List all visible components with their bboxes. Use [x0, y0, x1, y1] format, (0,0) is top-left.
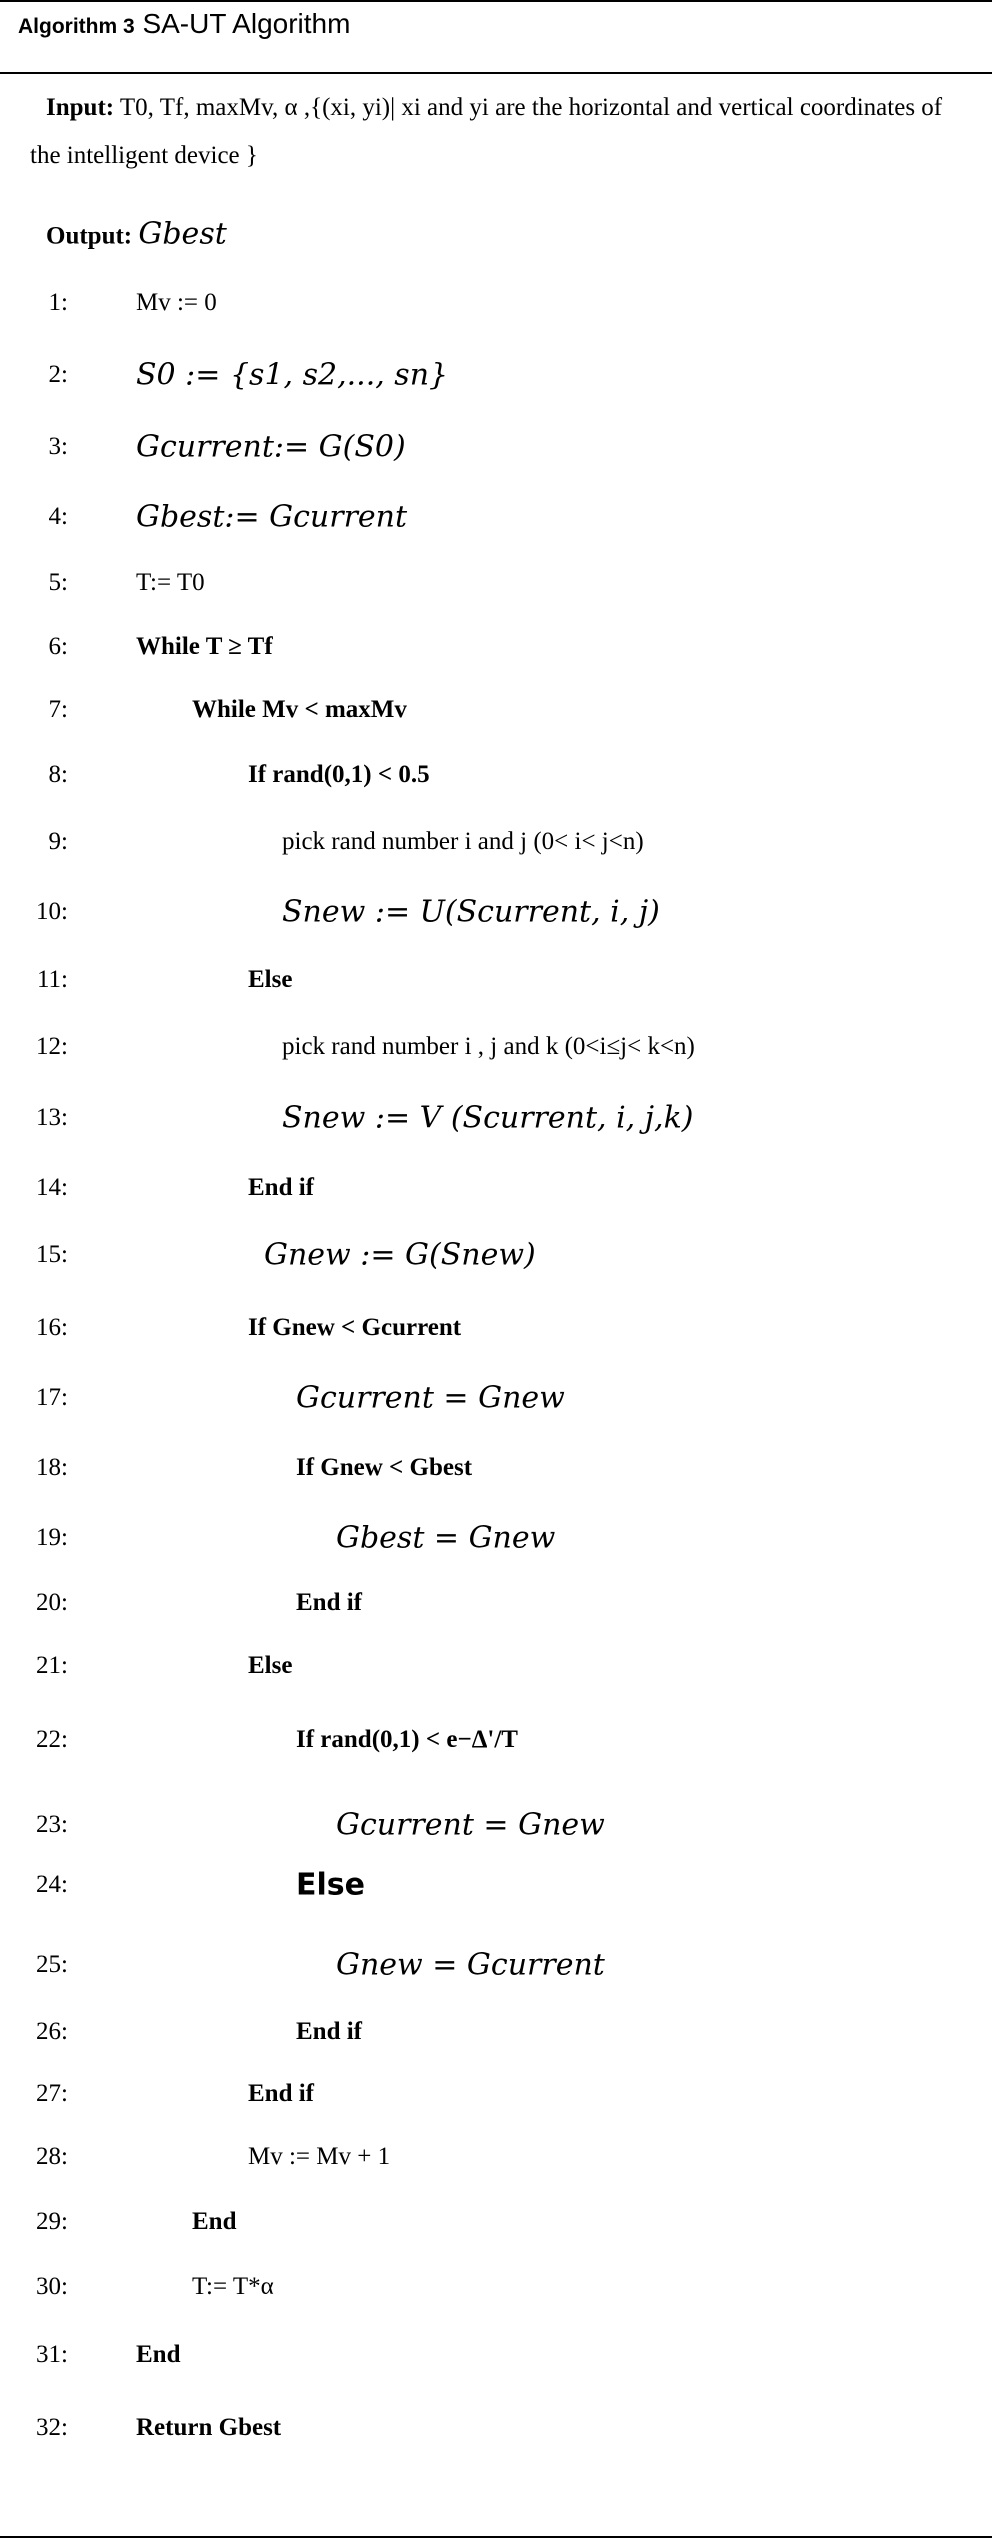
line-statement: pick rand number i and j (0< i< j<n): [282, 828, 644, 855]
algorithm-line: [0, 1438, 992, 1498]
line-statement: Mv := 0: [136, 289, 217, 316]
line-statement: If Gnew < Gbest: [296, 1454, 473, 1481]
algorithm-line: [0, 1017, 992, 1077]
line-statement: End if: [296, 1589, 363, 1616]
line-statement: Gcurrent = Gnew: [336, 1807, 605, 1843]
input-statement: [30, 84, 970, 180]
line-number: 28:: [36, 2143, 68, 2170]
line-number: 10:: [36, 898, 68, 925]
algorithm-line: [0, 1088, 992, 1148]
line-number: 19:: [36, 1524, 68, 1551]
algorithm-line: [0, 1298, 992, 1358]
output-value: Gbest: [138, 216, 227, 252]
line-number: 3:: [48, 433, 68, 460]
line-number: 14:: [36, 1174, 68, 1201]
line-number: 29:: [36, 2208, 68, 2235]
algorithm-line: [0, 2325, 992, 2385]
line-number: 6:: [48, 633, 68, 660]
line-number: 15:: [36, 1241, 68, 1268]
line-statement: Else: [296, 1867, 365, 1903]
algorithm-line: [0, 1935, 992, 1995]
line-statement: Gbest = Gnew: [336, 1520, 556, 1556]
algorithm-line: [0, 1508, 992, 1568]
algorithm-line: [0, 553, 992, 613]
line-number: 20:: [36, 1589, 68, 1616]
line-statement: While T ≥ Tf: [136, 633, 273, 660]
line-statement: If rand(0,1) < e−Δ'/T: [296, 1726, 518, 1753]
bottom-rule: [0, 2536, 992, 2538]
line-number: 22:: [36, 1726, 68, 1753]
input-keyword: Input:: [46, 94, 115, 121]
line-statement: End: [136, 2341, 181, 2368]
algorithm-line: [0, 617, 992, 677]
line-number: 21:: [36, 1652, 68, 1679]
line-statement: Gnew := G(Snew): [264, 1237, 536, 1273]
algorithm-line: [0, 1710, 992, 1770]
output-line: [0, 204, 992, 264]
algorithm-line: [0, 2192, 992, 2252]
line-statement: T:= T*α: [192, 2273, 274, 2300]
algorithm-line: [0, 273, 992, 333]
algorithm-line: [0, 1855, 992, 1915]
line-number: 16:: [36, 1314, 68, 1341]
algorithm-line: [0, 812, 992, 872]
line-number: 32:: [36, 2414, 68, 2441]
algorithm-line: [0, 1795, 992, 1855]
line-number: 26:: [36, 2018, 68, 2045]
line-number: 12:: [36, 1033, 68, 1060]
line-number: 11:: [36, 966, 68, 993]
line-number: 4:: [48, 503, 68, 530]
algorithm-line: [0, 345, 992, 405]
line-number: 25:: [36, 1951, 68, 1978]
algorithm-line: [0, 487, 992, 547]
output-keyword: Output:: [46, 222, 133, 250]
algorithm-line: [0, 745, 992, 805]
algorithm-line: [0, 1368, 992, 1428]
algorithm-line: [0, 2257, 992, 2317]
line-statement: Else: [248, 966, 293, 993]
line-number: 24:: [36, 1871, 68, 1898]
top-rule: [0, 0, 992, 2]
line-statement: If rand(0,1) < 0.5: [248, 761, 430, 788]
algorithm-label: Algorithm 3: [18, 15, 135, 38]
algorithm-line: [0, 2002, 992, 2062]
line-number: 1:: [48, 289, 68, 316]
algorithm-line: [0, 950, 992, 1010]
line-number: 5:: [48, 569, 68, 596]
algorithm-line: [0, 2127, 992, 2187]
line-number: 13:: [36, 1104, 68, 1131]
algorithm-line: [0, 1636, 992, 1696]
algorithm-line: [0, 680, 992, 740]
line-statement: End if: [248, 2080, 315, 2107]
line-number: 2:: [48, 361, 68, 388]
line-statement: End if: [296, 2018, 363, 2045]
line-number: 27:: [36, 2080, 68, 2107]
algorithm-line: [0, 417, 992, 477]
line-statement: S0 := {s1, s2,..., sn}: [136, 357, 449, 393]
line-statement: pick rand number i , j and k (0<i≤j< k<n): [282, 1033, 695, 1060]
line-number: 8:: [48, 761, 68, 788]
line-statement: Gcurrent:= G(S0): [136, 429, 406, 465]
line-statement: If Gnew < Gcurrent: [248, 1314, 462, 1341]
line-number: 30:: [36, 2273, 68, 2300]
line-statement: While Mv < maxMv: [192, 696, 407, 723]
algorithm-line: [0, 1573, 992, 1633]
line-statement: Return Gbest: [136, 2414, 282, 2441]
line-number: 31:: [36, 2341, 68, 2368]
line-number: 18:: [36, 1454, 68, 1481]
algorithm-title: [18, 8, 350, 40]
header-rule: [0, 72, 992, 74]
algorithm-line: [0, 1158, 992, 1218]
line-statement: T:= T0: [136, 569, 205, 596]
line-number: 9:: [48, 828, 68, 855]
line-number: 17:: [36, 1384, 68, 1411]
algorithm-line: [0, 882, 992, 942]
line-number: 23:: [36, 1811, 68, 1838]
line-statement: End: [192, 2208, 237, 2235]
algorithm-line: [0, 1225, 992, 1285]
algorithm-line: [0, 2064, 992, 2124]
line-statement: End if: [248, 1174, 315, 1201]
input-text: T0, Tf, maxMv, α ,{(xi, yi)| xi and yi are the horizontal and vertical coordinates of the intelligent device }: [30, 94, 943, 169]
line-statement: Snew := V (Scurrent, i, j,k): [282, 1100, 694, 1136]
line-statement: Gcurrent = Gnew: [296, 1380, 565, 1416]
line-statement: Else: [248, 1652, 293, 1679]
algorithm-line: [0, 2398, 992, 2458]
line-number: 7:: [48, 696, 68, 723]
algorithm-name: SA-UT Algorithm: [142, 8, 351, 39]
line-statement: Gbest:= Gcurrent: [136, 499, 408, 535]
line-statement: Gnew = Gcurrent: [336, 1947, 605, 1983]
line-statement: Mv := Mv + 1: [248, 2143, 391, 2170]
line-statement: Snew := U(Scurrent, i, j): [282, 894, 660, 930]
